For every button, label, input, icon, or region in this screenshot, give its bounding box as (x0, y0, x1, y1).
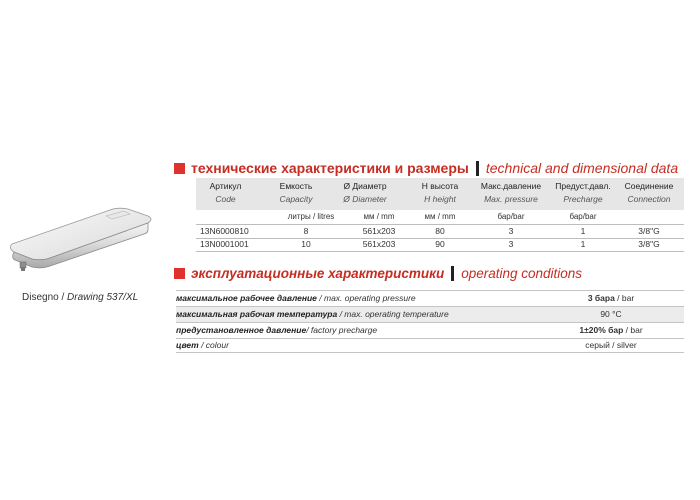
drawing-caption (22, 292, 138, 303)
condition-value (576, 293, 646, 303)
column-ru-label: Предуст.давл. (555, 181, 611, 191)
column-en-label: Code (215, 194, 236, 204)
cell-code: 13N0001001 (200, 239, 249, 249)
condition-value (576, 340, 646, 350)
caption-drawing-id: Drawing 537/XL (67, 292, 139, 303)
operating-conditions-title-ru: эксплуатационные характеристики (191, 265, 445, 281)
title-separator (476, 161, 479, 176)
column-en-label: Max. pressure (484, 194, 538, 204)
operating-conditions-title-en: operating conditions (461, 265, 583, 281)
condition-label-ru: предустановленное давление (176, 325, 307, 335)
title-separator (451, 266, 454, 281)
column-ru-label: H высота (421, 181, 459, 191)
condition-label (176, 340, 229, 350)
cell-max-pressure: 3 (508, 239, 514, 249)
column-en-label: Capacity (279, 194, 313, 204)
condition-label-en: / max. operating temperature (337, 309, 449, 319)
condition-value-unit: серый / silver (585, 340, 637, 350)
condition-label (176, 309, 449, 319)
cell-code: 13N6000810 (200, 226, 249, 236)
column-header-connection (616, 180, 682, 206)
cell-capacity: 10 (301, 239, 311, 249)
condition-value-unit: 90 °C (600, 309, 622, 319)
column-header-capacity (266, 180, 326, 206)
technical-data-title-ru: технические характеристики и размеры (191, 160, 469, 176)
column-header-max-pressure (472, 180, 550, 206)
condition-value (576, 325, 646, 335)
column-en-label: Connection (627, 194, 671, 204)
condition-value-unit: / bar (623, 325, 643, 335)
cell-diameter: 561x203 (362, 239, 396, 249)
condition-label-ru: максимальная рабочая температура (176, 309, 338, 319)
condition-label-ru: максимальное рабочее давление (176, 293, 317, 303)
condition-label (176, 293, 416, 303)
column-ru-label: Макс.давление (480, 181, 542, 191)
conditions-divider (176, 352, 684, 353)
cell-diameter: 561x203 (362, 226, 396, 236)
cell-max-pressure: 3 (508, 226, 514, 236)
unit-max-pressure: бар/bar (497, 212, 525, 221)
condition-value-main: 3 бара (587, 293, 615, 303)
condition-label-ru: цвет (176, 340, 199, 350)
condition-value-unit: / bar (614, 293, 635, 303)
column-header-height (410, 180, 470, 206)
unit-diameter: мм / mm (363, 212, 395, 221)
expansion-vessel-drawing (6, 206, 156, 276)
cell-connection: 3/8"G (638, 226, 660, 236)
unit-capacity: литры / litres (287, 212, 335, 221)
caption-prefix: Disegno / (22, 292, 68, 303)
condition-value (576, 309, 646, 319)
table-row (196, 239, 684, 251)
column-en-label: Precharge (563, 194, 603, 204)
condition-row-max-temperature (176, 307, 684, 322)
condition-label-en: / factory precharge (306, 325, 378, 335)
cell-capacity: 8 (303, 226, 309, 236)
unit-precharge: бар/bar (569, 212, 597, 221)
column-ru-label: Артикул (209, 181, 242, 191)
technical-data-heading (174, 159, 678, 177)
condition-label (176, 325, 377, 335)
condition-row-precharge (176, 323, 684, 338)
column-header-precharge (548, 180, 618, 206)
table-divider (196, 251, 684, 252)
column-header-diameter (332, 180, 398, 206)
cell-precharge: 1 (580, 226, 586, 236)
tech-table-units-row (196, 212, 684, 223)
condition-row-max-pressure (176, 291, 684, 306)
column-ru-label: Емкость (279, 181, 313, 191)
table-row (196, 226, 684, 238)
cell-height: 90 (435, 239, 445, 249)
technical-data-title-en: technical and dimensional data (485, 160, 679, 176)
condition-label-en: / colour (198, 340, 229, 350)
column-header-code (198, 180, 253, 206)
cell-precharge: 1 (580, 239, 586, 249)
cell-connection: 3/8"G (638, 239, 660, 249)
column-en-label: H height (424, 194, 456, 204)
condition-label-en: / max. operating pressure (316, 293, 416, 303)
cell-height: 80 (435, 226, 445, 236)
unit-height: мм / mm (424, 212, 456, 221)
condition-value-main: 1±20% бар (579, 325, 624, 335)
table-divider (196, 224, 684, 225)
column-ru-label: Соединение (624, 181, 674, 191)
red-square-bullet (174, 268, 185, 279)
condition-row-colour (176, 338, 684, 353)
operating-conditions-heading (174, 264, 582, 282)
red-square-bullet (174, 163, 185, 174)
column-en-label: Ø Diameter (343, 194, 387, 204)
column-ru-label: Ø Диаметр (343, 181, 387, 191)
